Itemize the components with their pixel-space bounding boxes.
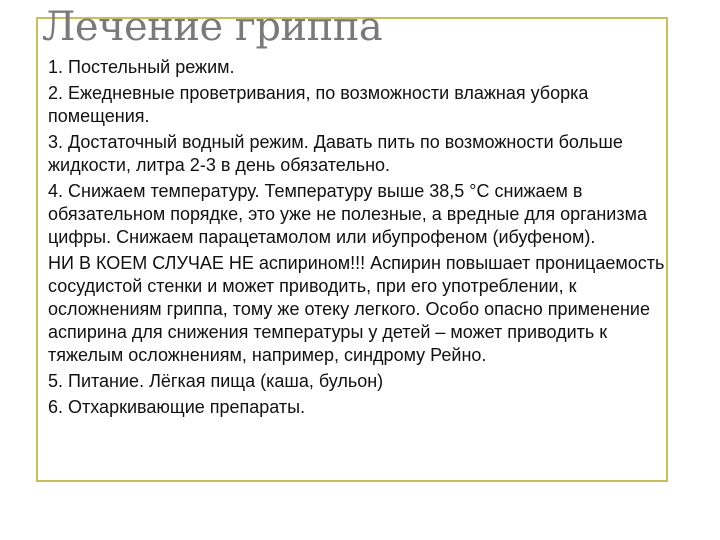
frame-bottom-line — [36, 480, 668, 482]
frame-left-line — [36, 17, 38, 480]
paragraph-ventilation: 2. Ежедневные проветривания, по возможности влажная уборка помещения. — [48, 83, 589, 126]
paragraph-water-regime: 3. Достаточный водный режим. Давать пить по возможности больше жидкости, литра 2-3 в день обязательно. — [48, 132, 623, 175]
slide-body — [48, 56, 670, 422]
paragraph-expectorants: 6. Отхаркивающие препараты. — [48, 397, 306, 417]
paragraph-aspirin-warning: НИ В КОЕМ СЛУЧАЕ НЕ аспирином!!! Аспирин повышает проницаемость сосудистой стенки и может приводить, при его употреблении, к осложнениям гриппа, тому же отеку легкого. Особо опасно применение аспирина для снижения температуры у детей – может приводить к тяжелым осложнениям, например, синдрому Рейно. — [48, 253, 665, 365]
slide-title: Лечение гриппа — [42, 4, 383, 50]
paragraph-nutrition: 5. Питание. Лёгкая пища (каша, бульон) — [48, 371, 384, 391]
paragraph-bed-rest: 1. Постельный режим. — [48, 57, 235, 77]
paragraph-temperature: 4. Снижаем температуру. Температуру выше 38,5 °С снижаем в обязательном порядке, это уже не полезные, а вредные для организма цифры. Снижаем парацетамолом или ибупрофеном (ибуфеном). — [48, 181, 647, 247]
